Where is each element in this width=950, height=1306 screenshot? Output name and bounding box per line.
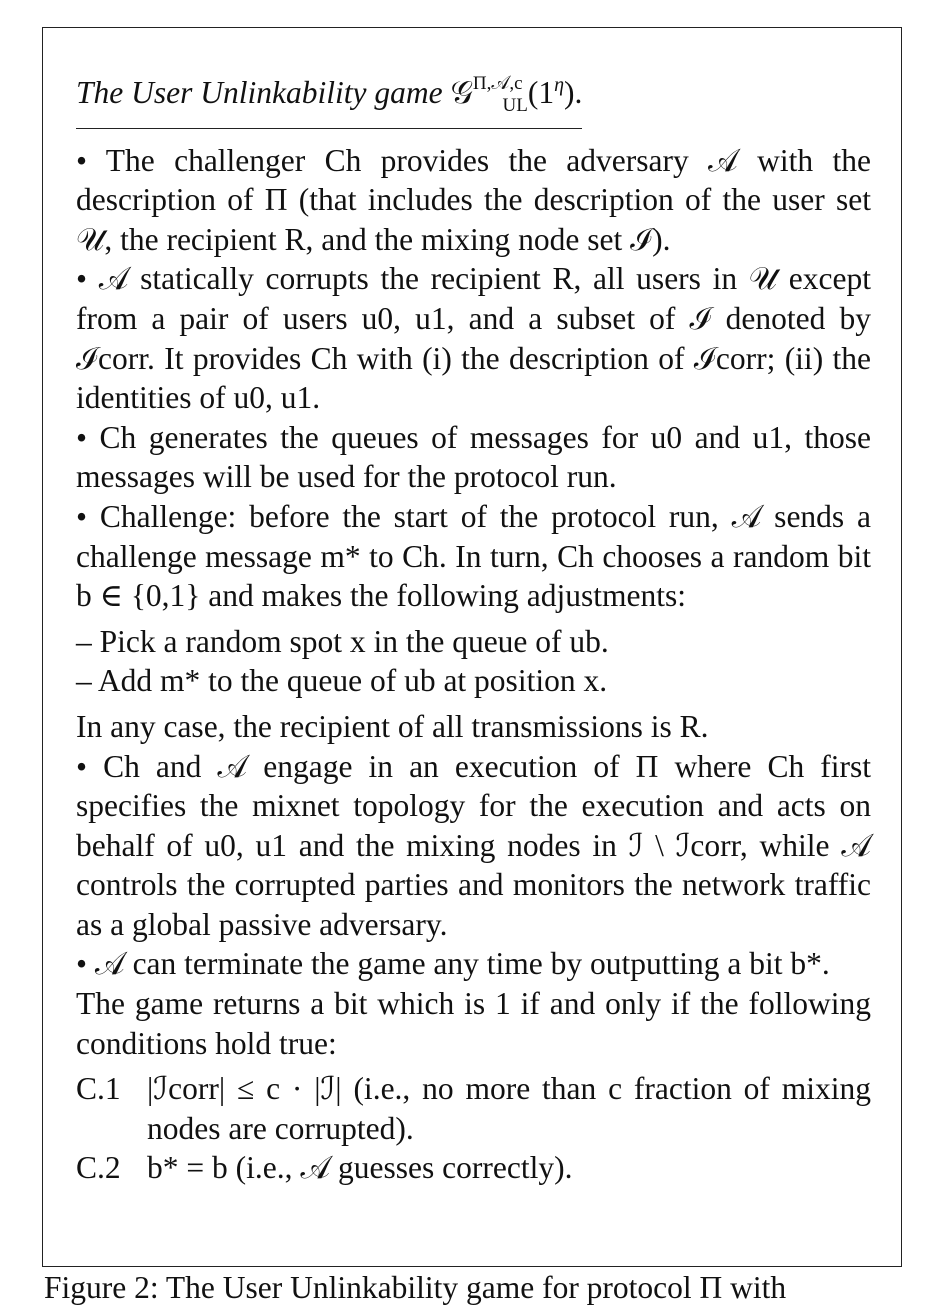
paragraph-execution: • Ch and 𝒜 engage in an execution of Π where Ch first specifies the mixnet topology for the execution and acts on behalf of u0, u1 and the mixing nodes in ℐ \ ℐcorr, while 𝒜 controls the corrupted parties and monitors the network traffic as a global passive adversary. <box>76 748 871 942</box>
title-superscript: Π,𝒜,c <box>472 73 523 94</box>
condition-c2 <box>76 1148 871 1188</box>
game-definition-box <box>42 27 902 1267</box>
title-close: ). <box>564 75 583 110</box>
paragraph-challenge: • Challenge: before the start of the protocol run, 𝒜 sends a challenge message m* to Ch. In turn, Ch chooses a random bit b ∈ {0,1} and makes the following adjustments: <box>76 498 871 614</box>
title-subscript: UL <box>502 95 528 116</box>
paragraph-challenger-setup: • The challenger Ch provides the adversary 𝒜 with the description of Π (that includes the description of the user set 𝒰, the recipient R, and the mixing node set ℐ). <box>76 142 871 257</box>
dash-item-add-message: – Add m* to the queue of ub at position x. <box>76 663 608 699</box>
condition-label: C.1 <box>76 1071 121 1107</box>
dash-item-pick-spot: – Pick a random spot x in the queue of ub. <box>76 623 609 659</box>
paragraph-recipient: In any case, the recipient of all transmissions is R. <box>76 708 709 744</box>
title-text: The User Unlinkability game <box>76 75 451 110</box>
condition-label: C.2 <box>76 1150 121 1186</box>
game-definition-content <box>76 64 871 1188</box>
paragraph-game-return: The game returns a bit which is 1 if and only if the following conditions hold true: <box>76 986 871 1061</box>
condition-text: b* = b (i.e., 𝒜 guesses correctly). <box>147 1150 573 1186</box>
figure-caption-fragment: Figure 2: The User Unlinkability game for protocol Π with <box>44 1270 787 1305</box>
title-symbol: 𝒢 <box>450 75 473 110</box>
game-title <box>76 64 582 129</box>
paragraph-termination: • 𝒜 can terminate the game any time by outputting a bit b*. <box>76 946 830 982</box>
condition-text: |ℐcorr| ≤ c · |ℐ| (i.e., no more than c fraction of mixing nodes are corrupted). <box>147 1071 871 1146</box>
paragraph-queue-generation: • Ch generates the queues of messages for u0 and u1, those messages will be used for the protocol run. <box>76 419 871 495</box>
title-arg-sup: η <box>554 74 565 96</box>
title-argument: (1 <box>527 75 555 110</box>
condition-c1 <box>76 1069 871 1148</box>
paragraph-static-corruption: • 𝒜 statically corrupts the recipient R, all users in 𝒰 except from a pair of users u0, u1, and a subset of ℐ denoted by ℐcorr. It provides Ch with (i) the description of ℐcorr; (ii) the identities of u0, u1. <box>76 261 871 416</box>
